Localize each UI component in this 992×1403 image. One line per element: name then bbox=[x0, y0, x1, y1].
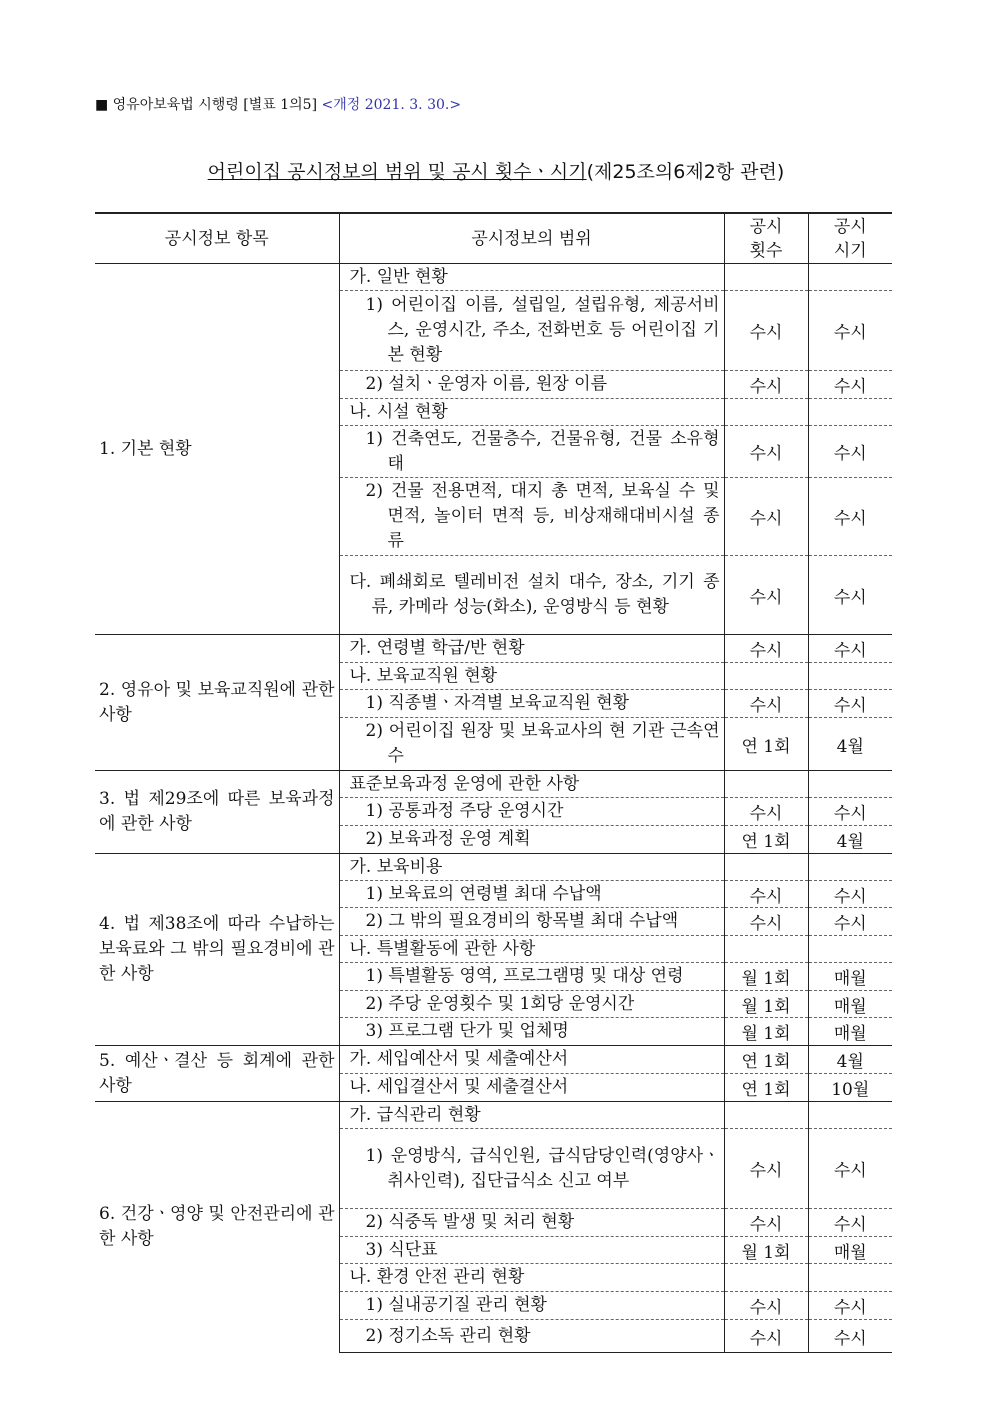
timing-cell bbox=[808, 399, 892, 426]
count-cell: 수시 bbox=[724, 1209, 808, 1237]
count-cell bbox=[724, 936, 808, 963]
category-label: 5. 예산ㆍ결산 등 회계에 관한 사항 bbox=[95, 1046, 339, 1102]
count-cell: 수시 bbox=[724, 635, 808, 663]
scope-cell: 1) 건축연도, 건물층수, 건물유형, 건물 소유형태 bbox=[339, 426, 724, 478]
law-reference: ■ 영유아보육법 시행령 [별표 1의5] bbox=[95, 97, 318, 113]
scope-cell: 2) 어린이집 원장 및 보육교사의 현 기관 근속연수 bbox=[339, 718, 724, 771]
timing-cell: 수시 bbox=[808, 690, 892, 718]
timing-cell bbox=[808, 936, 892, 963]
scope-cell: 2) 그 밖의 필요경비의 항목별 최대 수납액 bbox=[339, 908, 724, 936]
title-main: 어린이집 공시정보의 범위 및 공시 횟수ㆍ시기 bbox=[207, 161, 587, 183]
table-row bbox=[95, 1046, 892, 1074]
timing-cell bbox=[808, 264, 892, 291]
count-cell: 수시 bbox=[724, 1320, 808, 1353]
timing-cell: 수시 bbox=[808, 635, 892, 663]
timing-cell: 4월 bbox=[808, 826, 892, 854]
count-cell: 수시 bbox=[724, 371, 808, 399]
count-cell bbox=[724, 1264, 808, 1292]
count-cell: 수시 bbox=[724, 798, 808, 826]
count-cell: 월 1회 bbox=[724, 1237, 808, 1264]
table-row bbox=[95, 771, 892, 798]
scope-cell: 2) 보육과정 운영 계획 bbox=[339, 826, 724, 854]
count-cell: 수시 bbox=[724, 908, 808, 936]
timing-cell: 수시 bbox=[808, 881, 892, 908]
count-cell bbox=[724, 264, 808, 291]
timing-cell: 매월 bbox=[808, 1237, 892, 1264]
scope-cell: 가. 일반 현황 bbox=[339, 264, 724, 291]
count-cell bbox=[724, 854, 808, 881]
timing-cell: 10월 bbox=[808, 1074, 892, 1102]
count-cell bbox=[724, 399, 808, 426]
timing-cell bbox=[808, 771, 892, 798]
timing-cell bbox=[808, 1264, 892, 1292]
category-label: 2. 영유아 및 보육교직원에 관한 사항 bbox=[95, 635, 339, 771]
category-label: 6. 건강ㆍ영양 및 안전관리에 관한 사항 bbox=[95, 1102, 339, 1353]
count-cell: 연 1회 bbox=[724, 718, 808, 771]
page-title bbox=[0, 157, 992, 184]
scope-cell: 2) 식중독 발생 및 처리 현황 bbox=[339, 1209, 724, 1237]
count-cell: 연 1회 bbox=[724, 1074, 808, 1102]
timing-cell bbox=[808, 663, 892, 690]
title-reference: (제25조의6제2항 관련) bbox=[586, 161, 785, 183]
scope-cell: 1) 보육료의 연령별 최대 수납액 bbox=[339, 881, 724, 908]
count-cell: 수시 bbox=[724, 556, 808, 635]
timing-cell: 수시 bbox=[808, 478, 892, 556]
col-header-scope: 공시정보의 범위 bbox=[339, 213, 724, 264]
timing-cell: 매월 bbox=[808, 991, 892, 1018]
timing-cell: 매월 bbox=[808, 1018, 892, 1046]
category-label: 1. 기본 현황 bbox=[95, 264, 339, 635]
scope-cell: 3) 프로그램 단가 및 업체명 bbox=[339, 1018, 724, 1046]
scope-cell: 나. 보육교직원 현황 bbox=[339, 663, 724, 690]
scope-cell: 1) 공통과정 주당 운영시간 bbox=[339, 798, 724, 826]
table-header-row bbox=[95, 213, 892, 264]
count-cell: 수시 bbox=[724, 881, 808, 908]
scope-cell: 가. 보육비용 bbox=[339, 854, 724, 881]
timing-cell bbox=[808, 1102, 892, 1129]
table-body bbox=[95, 264, 892, 1353]
count-cell: 월 1회 bbox=[724, 1018, 808, 1046]
count-cell: 연 1회 bbox=[724, 1046, 808, 1074]
scope-cell: 2) 주당 운영횟수 및 1회당 운영시간 bbox=[339, 991, 724, 1018]
scope-cell: 1) 실내공기질 관리 현황 bbox=[339, 1292, 724, 1320]
category-label: 4. 법 제38조에 따라 수납하는 보육료와 그 밖의 필요경비에 관한 사항 bbox=[95, 854, 339, 1046]
scope-cell: 가. 세입예산서 및 세출예산서 bbox=[339, 1046, 724, 1074]
count-cell: 수시 bbox=[724, 1129, 808, 1209]
scope-cell: 2) 정기소독 관리 현황 bbox=[339, 1320, 724, 1353]
scope-cell: 표준보육과정 운영에 관한 사항 bbox=[339, 771, 724, 798]
timing-cell: 수시 bbox=[808, 1209, 892, 1237]
count-cell bbox=[724, 771, 808, 798]
scope-cell: 나. 세입결산서 및 세출결산서 bbox=[339, 1074, 724, 1102]
timing-cell: 수시 bbox=[808, 798, 892, 826]
timing-cell: 수시 bbox=[808, 426, 892, 478]
count-cell: 월 1회 bbox=[724, 991, 808, 1018]
count-cell: 수시 bbox=[724, 1292, 808, 1320]
timing-cell: 수시 bbox=[808, 908, 892, 936]
timing-cell: 매월 bbox=[808, 963, 892, 991]
scope-cell: 2) 설치ㆍ운영자 이름, 원장 이름 bbox=[339, 371, 724, 399]
timing-cell: 4월 bbox=[808, 718, 892, 771]
scope-cell: 나. 시설 현황 bbox=[339, 399, 724, 426]
col-header-count: 공시 횟수 bbox=[724, 213, 808, 264]
scope-cell: 1) 어린이집 이름, 설립일, 설립유형, 제공서비스, 운영시간, 주소, 전화번호 등 어린이집 기본 현황 bbox=[339, 291, 724, 371]
scope-cell: 다. 폐쇄회로 텔레비전 설치 대수, 장소, 기기 종류, 카메라 성능(화소), 운영방식 등 현황 bbox=[339, 556, 724, 635]
count-cell: 수시 bbox=[724, 478, 808, 556]
table-row bbox=[95, 264, 892, 291]
amendment-date: <개정 2021. 3. 30.> bbox=[321, 97, 462, 113]
timing-cell: 수시 bbox=[808, 556, 892, 635]
scope-cell: 가. 급식관리 현황 bbox=[339, 1102, 724, 1129]
category-label: 3. 법 제29조에 따른 보육과정에 관한 사항 bbox=[95, 771, 339, 854]
scope-cell: 나. 환경 안전 관리 현황 bbox=[339, 1264, 724, 1292]
table-row bbox=[95, 635, 892, 663]
document-header bbox=[95, 94, 461, 114]
timing-cell: 수시 bbox=[808, 371, 892, 399]
timing-cell: 수시 bbox=[808, 291, 892, 371]
scope-cell: 1) 운영방식, 급식인원, 급식담당인력(영양사ㆍ취사인력), 집단급식소 신고 여부 bbox=[339, 1129, 724, 1209]
count-cell: 수시 bbox=[724, 690, 808, 718]
scope-cell: 1) 특별활동 영역, 프로그램명 및 대상 연령 bbox=[339, 963, 724, 991]
timing-cell: 수시 bbox=[808, 1320, 892, 1353]
timing-cell bbox=[808, 854, 892, 881]
count-cell: 월 1회 bbox=[724, 963, 808, 991]
scope-cell: 가. 연령별 학급/반 현황 bbox=[339, 635, 724, 663]
scope-cell: 나. 특별활동에 관한 사항 bbox=[339, 936, 724, 963]
count-cell bbox=[724, 1102, 808, 1129]
col-header-item: 공시정보 항목 bbox=[95, 213, 339, 264]
scope-cell: 2) 건물 전용면적, 대지 총 면적, 보육실 수 및 면적, 놀이터 면적 등, 비상재해대비시설 종류 bbox=[339, 478, 724, 556]
count-cell: 수시 bbox=[724, 291, 808, 371]
count-cell: 수시 bbox=[724, 426, 808, 478]
count-cell bbox=[724, 663, 808, 690]
table-row bbox=[95, 1102, 892, 1129]
count-cell: 연 1회 bbox=[724, 826, 808, 854]
timing-cell: 수시 bbox=[808, 1292, 892, 1320]
table-row bbox=[95, 854, 892, 881]
scope-cell: 1) 직종별ㆍ자격별 보육교직원 현황 bbox=[339, 690, 724, 718]
timing-cell: 4월 bbox=[808, 1046, 892, 1074]
disclosure-table bbox=[95, 212, 892, 1353]
scope-cell: 3) 식단표 bbox=[339, 1237, 724, 1264]
timing-cell: 수시 bbox=[808, 1129, 892, 1209]
col-header-timing: 공시 시기 bbox=[808, 213, 892, 264]
